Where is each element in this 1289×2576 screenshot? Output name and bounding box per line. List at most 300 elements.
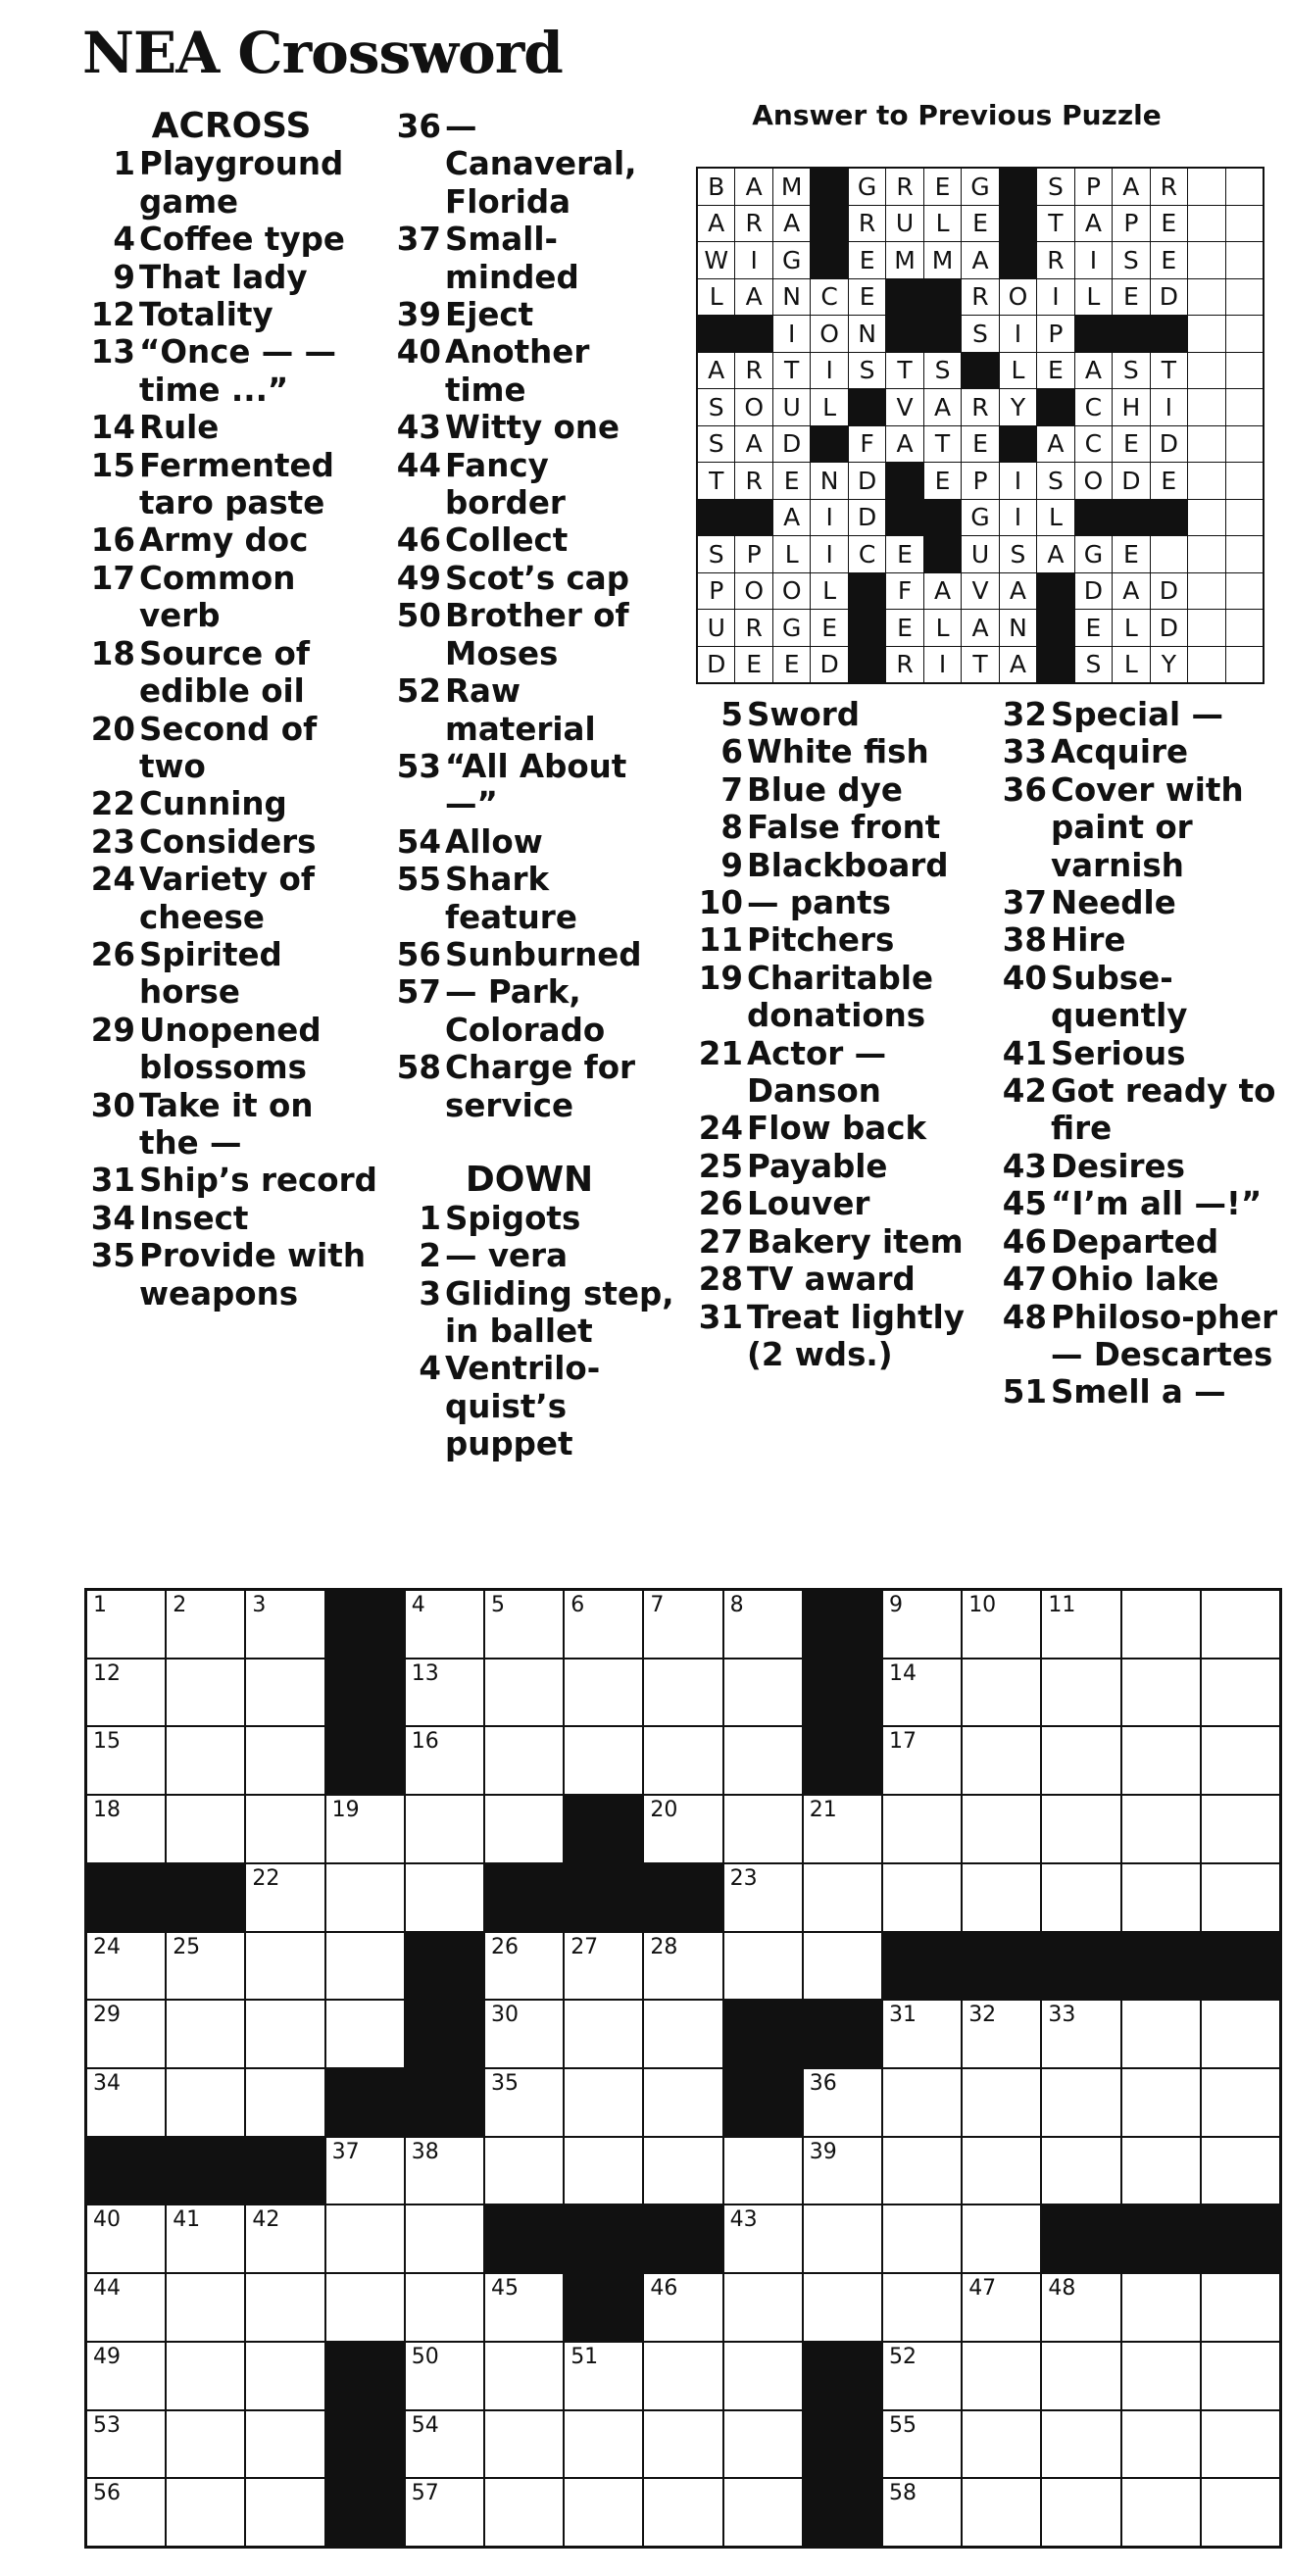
answer-cell: E [735,647,771,683]
grid-cell[interactable] [963,1727,1040,1794]
cell-number: 25 [173,1934,201,1959]
answer-block [886,463,922,499]
clue-text: Second of two [139,710,318,785]
answer-cell: E [773,647,810,683]
grid-cell[interactable] [883,2479,961,2546]
grid-cell[interactable] [883,1591,961,1658]
grid-cell[interactable] [1122,1796,1200,1862]
grid-cell[interactable] [1042,1591,1119,1658]
grid-cell[interactable] [804,2274,881,2341]
answer-block [962,353,998,389]
cell-number: 22 [252,1865,280,1891]
grid-cell[interactable] [1042,2138,1119,2204]
grid-cell[interactable] [167,1591,244,1658]
grid-cell[interactable] [565,2069,642,2136]
answer-cell: E [962,426,998,463]
clue-item [84,259,378,296]
grid-cell[interactable] [565,2479,642,2546]
grid-cell[interactable] [804,1796,881,1862]
grid-cell[interactable] [87,2479,165,2546]
grid-block [406,1933,483,2000]
answer-cell [1188,169,1224,205]
answer-block [924,500,961,536]
answer-cell: A [773,206,810,242]
grid-cell[interactable] [1202,1660,1279,1726]
grid-cell[interactable] [644,1660,721,1726]
grid-cell[interactable] [565,2411,642,2478]
grid-cell[interactable] [246,1591,323,1658]
grid-cell[interactable] [485,1591,563,1658]
answer-cell: L [1000,353,1036,389]
grid-cell[interactable] [406,2274,483,2341]
answer-cell: E [886,536,922,572]
answer-cell: V [886,389,922,425]
answer-cell: U [962,536,998,572]
answer-cell: L [811,573,847,610]
answer-cell: D [849,500,885,536]
grid-block [246,2138,323,2204]
grid-cell[interactable] [724,1864,802,1931]
grid-cell[interactable] [1122,1660,1200,1726]
answer-cell: R [849,206,885,242]
clue-text: — vera [445,1237,569,1275]
clue-number: 31 [90,1162,135,1200]
answer-cell [1188,206,1224,242]
grid-cell[interactable] [485,1796,563,1862]
grid-cell[interactable] [724,1933,802,2000]
answer-cell: N [811,463,847,499]
clue-number: 36 [1002,770,1047,809]
grid-cell[interactable] [1042,2411,1119,2478]
answer-cell: E [1113,536,1149,572]
answer-cell: D [773,426,810,463]
grid-cell[interactable] [883,2274,961,2341]
cell-number: 5 [490,1593,505,1617]
grid-cell[interactable] [963,1796,1040,1862]
answer-cell: L [698,279,734,316]
grid-cell[interactable] [87,1660,165,1726]
clue-number: 1 [419,1199,441,1237]
grid-cell[interactable] [485,2274,563,2341]
grid-cell[interactable] [1202,1727,1279,1794]
crossword-grid [84,1588,1282,2549]
grid-cell[interactable] [565,2001,642,2067]
grid-cell[interactable] [724,2138,802,2204]
cell-number: 40 [93,2207,121,2233]
cell-number: 52 [888,2344,917,2369]
grid-cell[interactable] [1122,1591,1200,1658]
grid-cell[interactable] [246,1864,323,1931]
clue-text: False front [747,809,941,847]
grid-cell[interactable] [644,1591,721,1658]
grid-cell[interactable] [167,1933,244,2000]
clue-text: Shark feature [445,861,577,936]
grid-cell[interactable] [485,2001,563,2067]
grid-cell[interactable] [644,2138,721,2204]
grid-cell[interactable] [883,1864,961,1931]
clue-item [382,672,676,748]
grid-cell[interactable] [1202,2411,1279,2478]
grid-cell[interactable] [485,1660,563,1726]
grid-cell[interactable] [326,1933,404,2000]
grid-cell[interactable] [644,2069,721,2136]
grid-cell[interactable] [1202,2001,1279,2067]
clue-number: 14 [90,409,135,447]
grid-cell[interactable] [167,1727,244,1794]
clue-item [996,733,1284,770]
grid-cell[interactable] [87,1727,165,1794]
answer-cell: V [962,573,998,610]
clue-item [692,960,984,1035]
grid-cell[interactable] [1122,2001,1200,2067]
answer-cell: P [1075,169,1112,205]
grid-cell[interactable] [246,2069,323,2136]
grid-cell[interactable] [246,2343,323,2409]
answer-cell [1226,169,1263,205]
grid-cell[interactable] [326,2001,404,2067]
grid-cell[interactable] [1042,2479,1119,2546]
clue-text: That lady [139,258,308,296]
grid-cell[interactable] [167,2343,244,2409]
answer-cell: R [735,206,771,242]
grid-cell[interactable] [326,1796,404,1862]
grid-cell[interactable] [1122,2411,1200,2478]
grid-cell[interactable] [1042,1864,1119,1931]
grid-cell[interactable] [87,1933,165,2000]
grid-cell[interactable] [406,2411,483,2478]
clue-number: 55 [396,861,441,899]
grid-cell[interactable] [644,1933,721,2000]
grid-cell[interactable] [167,2205,244,2272]
answer-cell: A [1037,426,1073,463]
grid-cell[interactable] [724,2411,802,2478]
clue-text: “Once — — time ...” [139,333,337,409]
grid-cell[interactable] [1042,2343,1119,2409]
grid-cell[interactable] [883,2343,961,2409]
clue-item [84,823,378,861]
grid-cell[interactable] [1202,1591,1279,1658]
grid-cell[interactable] [963,2343,1040,2409]
grid-block [167,2138,244,2204]
grid-cell[interactable] [246,2274,323,2341]
grid-cell[interactable] [246,1660,323,1726]
cell-number: 17 [888,1729,917,1755]
grid-cell[interactable] [644,2479,721,2546]
grid-cell[interactable] [485,2411,563,2478]
clue-text: Serious [1051,1034,1186,1072]
grid-cell[interactable] [406,2205,483,2272]
grid-cell[interactable] [167,1660,244,1726]
clue-item [692,921,984,959]
grid-cell[interactable] [963,2069,1040,2136]
grid-cell[interactable] [167,1796,244,1862]
grid-cell[interactable] [87,2274,165,2341]
clue-item [84,409,378,446]
grid-cell[interactable] [326,2205,404,2272]
answer-cell: A [735,426,771,463]
clue-item [382,409,676,446]
grid-cell[interactable] [1122,1727,1200,1794]
clue-number: 47 [1002,1261,1047,1299]
answer-cell: G [1075,536,1112,572]
grid-block [565,2205,642,2272]
grid-cell[interactable] [804,1933,881,2000]
grid-cell[interactable] [883,2069,961,2136]
grid-cell[interactable] [485,2069,563,2136]
grid-cell[interactable] [565,1591,642,1658]
grid-cell[interactable] [724,2343,802,2409]
grid-cell[interactable] [167,2479,244,2546]
grid-cell[interactable] [644,2274,721,2341]
answer-cell [1226,500,1263,536]
grid-cell[interactable] [883,2205,961,2272]
answer-cell: L [811,389,847,425]
clue-text: Coffee type [139,221,345,259]
clue-number: 20 [90,710,135,748]
grid-cell[interactable] [565,2138,642,2204]
grid-cell[interactable] [167,2411,244,2478]
grid-cell[interactable] [87,2411,165,2478]
answer-cell: B [698,169,734,205]
answer-cell: A [735,169,771,205]
answer-cell: F [886,573,922,610]
answer-cell [1151,536,1187,572]
clue-number: 27 [698,1222,743,1261]
grid-cell[interactable] [1202,2274,1279,2341]
clue-item [84,861,378,936]
grid-cell[interactable] [1122,2069,1200,2136]
grid-cell[interactable] [406,2479,483,2546]
grid-cell[interactable] [406,2343,483,2409]
grid-cell[interactable] [1122,2138,1200,2204]
cell-number: 39 [809,2139,837,2164]
grid-cell[interactable] [963,1660,1040,1726]
answer-cell: L [1113,647,1149,683]
answer-cell: R [886,647,922,683]
clue-number: 22 [90,785,135,823]
grid-cell[interactable] [724,1591,802,1658]
grid-cell[interactable] [1202,1796,1279,1862]
grid-cell[interactable] [963,2138,1040,2204]
answer-cell: O [735,573,771,610]
grid-cell[interactable] [167,2069,244,2136]
clue-item [84,333,378,409]
clue-number: 10 [698,884,743,922]
grid-cell[interactable] [883,1660,961,1726]
grid-cell[interactable] [326,2138,404,2204]
answer-cell: E [1037,353,1073,389]
answer-cell: S [1113,242,1149,278]
grid-cell[interactable] [1042,2001,1119,2067]
grid-cell[interactable] [565,2343,642,2409]
grid-cell[interactable] [246,1933,323,2000]
grid-cell[interactable] [724,1796,802,1862]
answer-cell: M [886,242,922,278]
grid-cell[interactable] [1042,1660,1119,1726]
grid-cell[interactable] [644,2411,721,2478]
clue-item [996,1148,1284,1185]
answer-cell: D [698,647,734,683]
clue-number: 41 [1002,1034,1047,1072]
answer-cell: O [1000,279,1036,316]
clue-item [84,1200,378,1237]
grid-cell[interactable] [485,2138,563,2204]
clue-number: 12 [90,296,135,334]
grid-block [724,2069,802,2136]
clue-text: — Park, Colorado [445,973,606,1049]
grid-block [485,1864,563,1931]
clue-text: Source of edible oil [139,634,310,711]
grid-cell[interactable] [406,1660,483,1726]
answer-cell: L [1037,500,1073,536]
grid-cell[interactable] [167,2001,244,2067]
clue-item [382,823,676,861]
answer-block [849,610,885,646]
grid-cell[interactable] [724,1727,802,1794]
grid-cell[interactable] [87,2069,165,2136]
grid-cell[interactable] [963,2411,1040,2478]
answer-cell: R [886,169,922,205]
grid-cell[interactable] [246,2411,323,2478]
answer-cell: I [924,647,961,683]
grid-cell[interactable] [1042,1796,1119,1862]
clue-text: Philoso-pher — Descartes [1051,1298,1278,1373]
answer-cell [1226,279,1263,316]
grid-cell[interactable] [883,2001,961,2067]
grid-cell[interactable] [724,2274,802,2341]
grid-cell[interactable] [724,1660,802,1726]
grid-cell[interactable] [804,1864,881,1931]
grid-cell[interactable] [326,2274,404,2341]
grid-cell[interactable] [246,2205,323,2272]
cell-number: 10 [968,1593,997,1617]
grid-cell[interactable] [963,2274,1040,2341]
grid-cell[interactable] [883,2411,961,2478]
grid-cell[interactable] [1042,1727,1119,1794]
grid-cell[interactable] [87,2343,165,2409]
clue-text: Common verb [139,559,296,635]
answer-cell [1188,426,1224,463]
grid-cell[interactable] [963,2479,1040,2546]
clue-number: 56 [396,935,441,973]
answer-cell: S [962,316,998,352]
grid-cell[interactable] [644,2343,721,2409]
grid-cell[interactable] [485,2343,563,2409]
grid-cell[interactable] [644,1727,721,1794]
grid-cell[interactable] [963,2001,1040,2067]
grid-cell[interactable] [1202,2479,1279,2546]
grid-cell[interactable] [963,2205,1040,2272]
grid-cell[interactable] [87,1796,165,1862]
grid-cell[interactable] [963,1591,1040,1658]
grid-cell[interactable] [565,1660,642,1726]
grid-block [804,2411,881,2478]
cell-number: 11 [1048,1593,1076,1617]
answer-cell: E [1151,206,1187,242]
grid-block [326,2343,404,2409]
cell-number: 42 [252,2207,280,2233]
grid-cell[interactable] [1042,2069,1119,2136]
grid-cell[interactable] [565,1933,642,2000]
grid-cell[interactable] [1122,1864,1200,1931]
answer-cell: D [1151,426,1187,463]
grid-cell[interactable] [724,2205,802,2272]
grid-cell[interactable] [485,2479,563,2546]
grid-block [1202,2205,1279,2272]
grid-cell[interactable] [326,1864,404,1931]
answer-cell: I [735,242,771,278]
grid-block [883,1933,961,2000]
grid-cell[interactable] [87,2205,165,2272]
grid-cell[interactable] [246,1727,323,1794]
grid-cell[interactable] [406,1727,483,1794]
grid-cell[interactable] [406,1796,483,1862]
clue-text: Needle [1051,884,1176,922]
grid-cell[interactable] [565,1727,642,1794]
cell-number: 23 [729,1865,758,1891]
answer-cell [1226,647,1263,683]
grid-cell[interactable] [1202,1864,1279,1931]
answer-cell: A [962,242,998,278]
grid-block [724,2001,802,2067]
answer-cell: G [773,242,810,278]
answer-cell [1226,389,1263,425]
grid-cell[interactable] [1202,2343,1279,2409]
grid-cell[interactable] [406,1591,483,1658]
down-clues-column-3 [692,696,984,1373]
grid-cell[interactable] [804,2138,881,2204]
grid-cell[interactable] [246,2479,323,2546]
grid-cell[interactable] [1202,2069,1279,2136]
cell-number: 44 [93,2276,121,2302]
grid-cell[interactable] [246,2001,323,2067]
grid-cell[interactable] [644,2001,721,2067]
answer-cell: I [1000,500,1036,536]
answer-cell: N [849,316,885,352]
grid-cell[interactable] [1122,2479,1200,2546]
answer-cell: D [1113,463,1149,499]
grid-cell[interactable] [1122,2343,1200,2409]
grid-cell[interactable] [963,1864,1040,1931]
clue-text: Acquire [1051,733,1189,771]
grid-cell[interactable] [167,2274,244,2341]
grid-cell[interactable] [724,2479,802,2546]
answer-cell: R [735,353,771,389]
answer-cell: C [1075,426,1112,463]
grid-cell[interactable] [87,1591,165,1658]
grid-cell[interactable] [883,1727,961,1794]
clue-item [84,145,378,221]
grid-cell[interactable] [1202,2138,1279,2204]
grid-cell[interactable] [804,2069,881,2136]
grid-cell[interactable] [406,2138,483,2204]
grid-cell[interactable] [246,1796,323,1862]
grid-cell[interactable] [804,2205,881,2272]
grid-cell[interactable] [883,1796,961,1862]
grid-cell[interactable] [1042,2274,1119,2341]
clue-text: Fermented taro paste [139,446,334,522]
grid-cell[interactable] [1122,2274,1200,2341]
cell-number: 47 [968,2276,997,2302]
clue-item [382,108,676,221]
grid-cell[interactable] [485,1727,563,1794]
grid-cell[interactable] [485,1933,563,2000]
grid-cell[interactable] [644,1796,721,1862]
grid-cell[interactable] [406,1864,483,1931]
answer-cell: C [811,279,847,316]
grid-cell[interactable] [87,2001,165,2067]
grid-cell[interactable] [883,2138,961,2204]
